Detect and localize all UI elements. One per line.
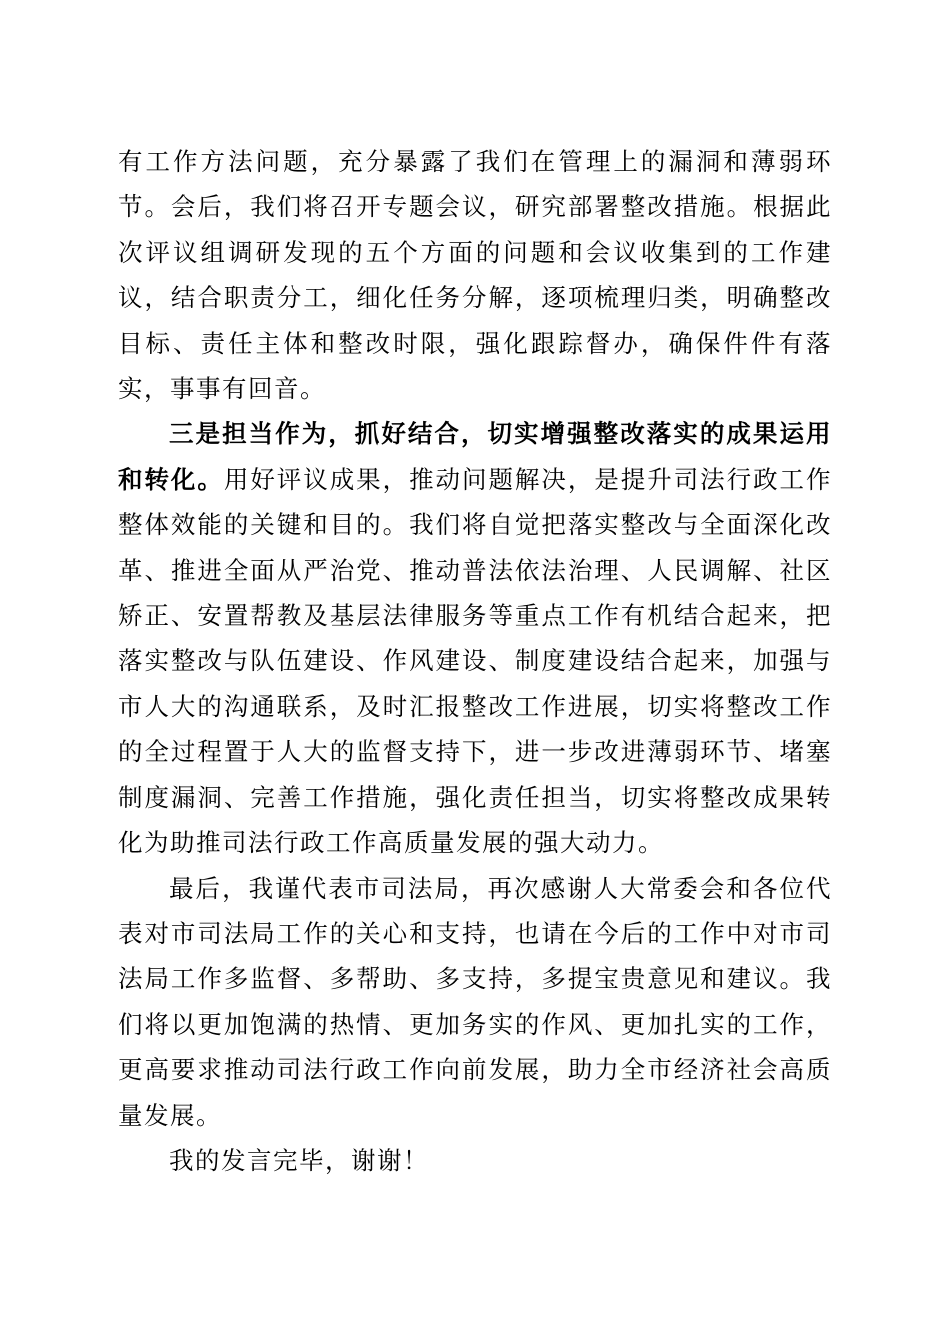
paragraph-bold-lead: 三是担当作为，抓好结合，切实增强整改落实的成果运用和转化。 xyxy=(118,419,832,494)
paragraph-1 xyxy=(118,139,832,411)
paragraph-2 xyxy=(118,411,832,865)
document-body xyxy=(118,139,832,1183)
paragraph-4 xyxy=(118,1138,832,1183)
paragraph-text: 最后，我谨代表市司法局，再次感谢人大常委会和各位代表对市司法局工作的关心和支持，也请在今后的工作中对市司法局工作多监督、多帮助、多支持，多提宝贵意见和建议。我们将以更加饱满的热情、更加务实的作风、更加扎实的工作，更高要求推动司法行政工作向前发展，助力全市经济社会高质量发展。 xyxy=(118,873,832,1130)
paragraph-text: 有工作方法问题，充分暴露了我们在管理上的漏洞和薄弱环节。会后，我们将召开专题会议，研究部署整改措施。根据此次评议组调研发现的五个方面的问题和会议收集到的工作建议，结合职责分工，细化任务分解，逐项梳理归类，明确整改目标、责任主体和整改时限，强化跟踪督办，确保件件有落实，事事有回音。 xyxy=(118,147,832,404)
paragraph-3 xyxy=(118,866,832,1138)
paragraph-text: 我的发言完毕，谢谢！ xyxy=(169,1145,429,1175)
paragraph-text: 用好评议成果，推动问题解决，是提升司法行政工作整体效能的关键和目的。我们将自觉把落实整改与全面深化改革、推进全面从严治党、推动普法依法治理、人民调解、社区矫正、安置帮教及基层法律服务等重点工作有机结合起来，把落实整改与队伍建设、作风建设、制度建设结合起来，加强与市人大的沟通联系，及时汇报整改工作进展，切实将整改工作的全过程置于人大的监督支持下，进一步改进薄弱环节、堵塞制度漏洞、完善工作措施，强化责任担当，切实将整改成果转化为助推司法行政工作高质量发展的强大动力。 xyxy=(118,464,833,858)
